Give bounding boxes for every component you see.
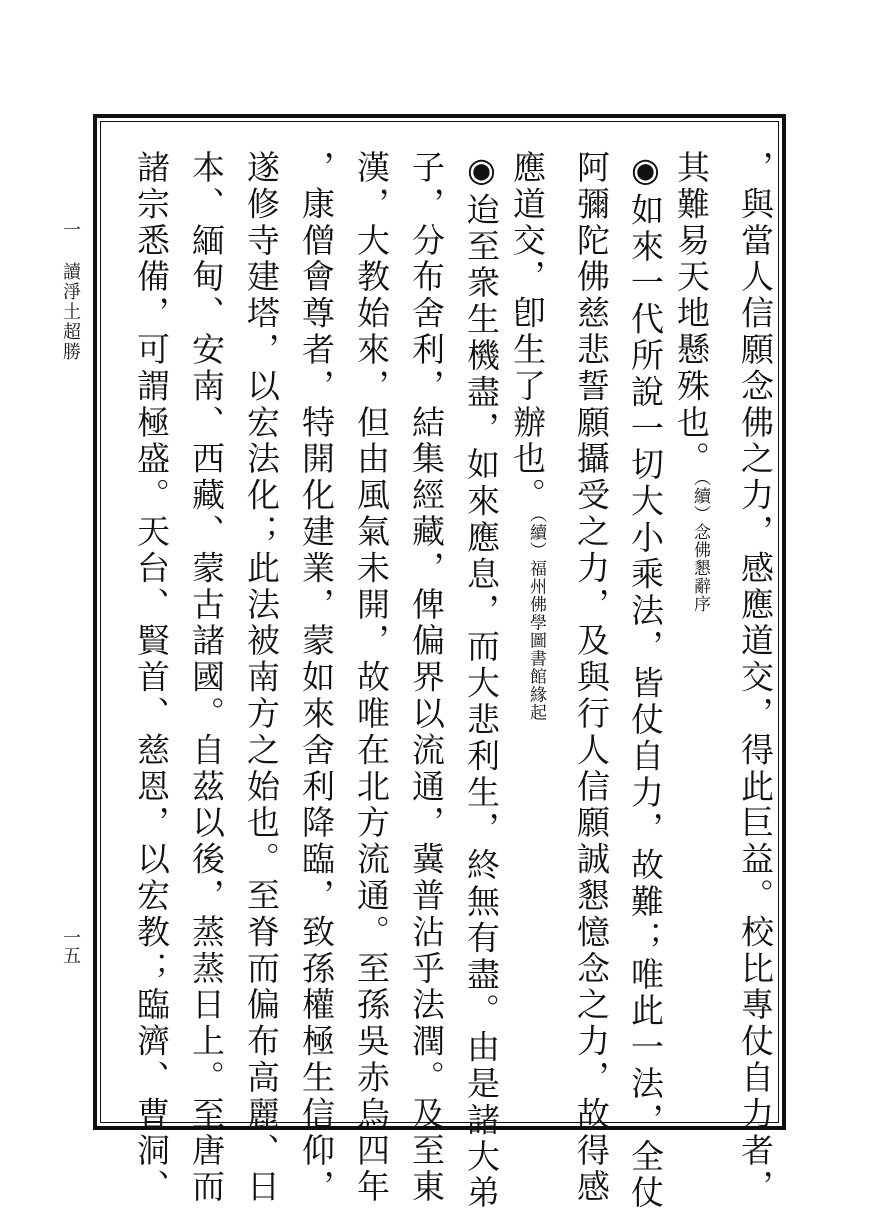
column-text: 子，分布舍利，結集經藏，俾偏界以流通，冀普沾乎法潤。及至東 <box>407 150 446 1206</box>
text-column <box>735 150 775 1206</box>
column-text: 如來一代所說一切大小乘法，皆仗自力，故難；唯此一法，全仗 <box>626 192 665 1212</box>
text-column <box>508 150 556 1110</box>
column-text: 諸宗悉備，可謂極盛。天台、賢首、慈恩，以宏教；臨濟、曹洞、 <box>132 150 171 1206</box>
text-column <box>625 150 665 1212</box>
page-mark: 一 <box>60 220 81 238</box>
text-column <box>461 150 501 1212</box>
column-text: ，康僧會尊者，特開化建業，蒙如來舍利降臨，致孫權極生信仰， <box>297 150 336 1206</box>
text-column <box>406 150 446 1206</box>
page-number: 一五 <box>60 928 81 964</box>
column-text: 漢，大教始來，但由風氣未開，故唯在北方流通。至孫吳赤烏四年 <box>352 150 391 1206</box>
column-text: 其難易天地懸殊也。 <box>672 150 711 478</box>
book-title: 讀淨土超勝 <box>60 262 81 362</box>
column-text: 遂修寺建塔，以宏法化；此法被南方之始也。至脊而偏布高麗、日 <box>242 150 281 1206</box>
text-column <box>571 150 611 1206</box>
column-text: 阿彌陀佛慈悲誓願攝受之力，及與行人信願誠懇憶念之力，故得感 <box>572 150 611 1206</box>
text-column <box>131 150 171 1206</box>
text-column <box>241 150 281 1206</box>
section-bullet-icon: ◉ <box>462 150 501 193</box>
text-column <box>351 150 391 1206</box>
text-column <box>296 150 336 1206</box>
text-column <box>186 150 226 1206</box>
column-text: 本、緬甸、安南、西藏、蒙古諸國。自茲以後，蒸蒸日上。至唐而 <box>187 150 226 1206</box>
column-text: 迨至衆生機盡，如來應息，而大悲利生，終無有盡。由是諸大弟 <box>462 192 501 1212</box>
column-text: ，與當人信願念佛之力，感應道交，得此巨益。校比專仗自力者， <box>736 150 775 1206</box>
source-note: （續）福州佛學圖書館緣起 <box>526 514 546 722</box>
section-bullet-icon: ◉ <box>626 150 665 193</box>
source-note: （續）念佛懇辭序 <box>690 477 710 614</box>
column-text: 應道交，卽生了辦也。 <box>508 150 547 514</box>
text-column <box>672 150 720 1110</box>
